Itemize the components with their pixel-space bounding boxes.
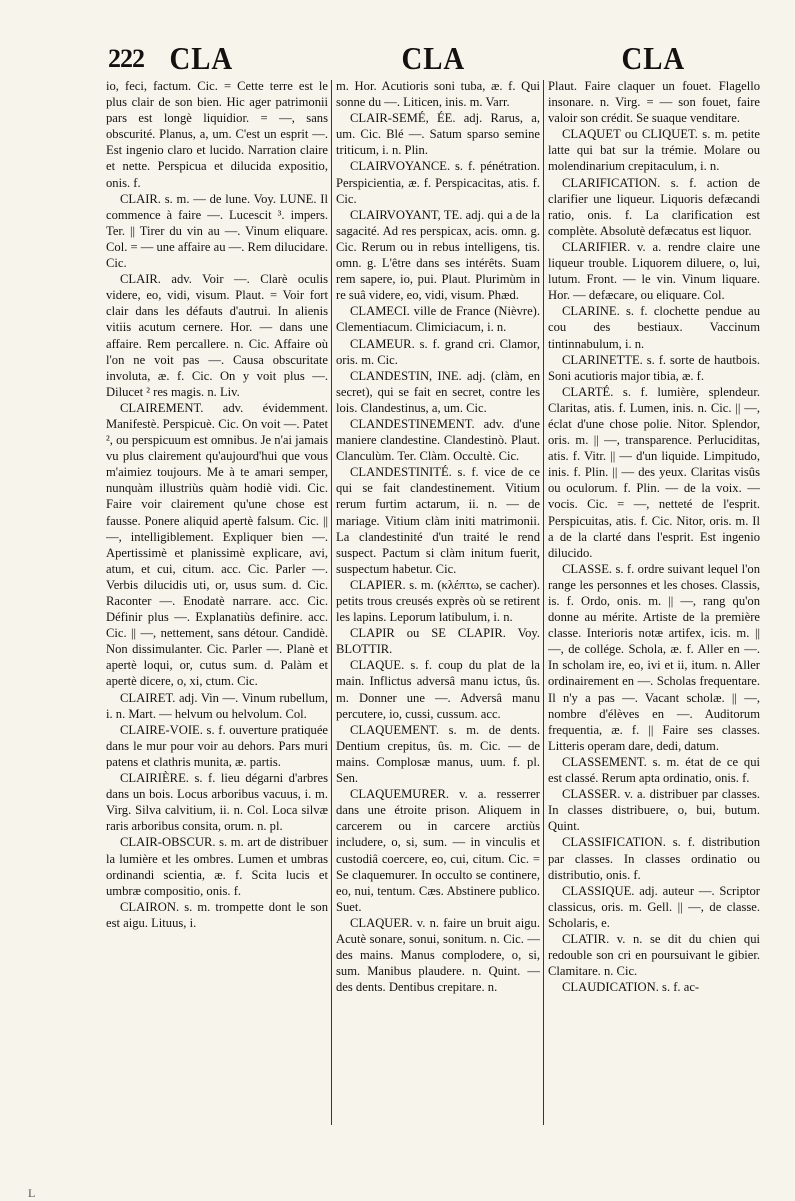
- dictionary-entry: CLAQUE. s. f. coup du plat de la main. Inflictus adversâ manu ictus, ûs. m. Donner une —. Adversâ manu percutere, io, cussi, cussum. acc.: [336, 658, 540, 721]
- column-middle: [336, 78, 540, 1138]
- dictionary-entry: CLAQUET ou CLIQUET. s. m. petite latte qui bat sur la trémie. Molare ou molendinarium crepitaculum, i. n.: [548, 127, 760, 174]
- dictionary-entry: CLAIR-SEMÉ, ÉE. adj. Rarus, a, um. Cic. Blé —. Satum sparso semine triticum, i. n. Plin.: [336, 111, 540, 158]
- running-head-right: CLA: [621, 40, 686, 76]
- dictionary-entry: CLANDESTIN, INE. adj. (clàm, en secret), qui se fait en secret, contre les lois. Clandestinus, a, um. Cic.: [336, 368, 540, 415]
- dictionary-entry: CLASSEMENT. s. m. état de ce qui est classé. Rerum apta ordinatio, onis. f.: [548, 754, 760, 786]
- dictionary-entry: CLARIFIER. v. a. rendre claire une liqueur trouble. Liquorem diluere, o, lui, lutum. Front. — le vin. Vinum liquare. Hor. — defæcare, ou eliquare. Col.: [548, 239, 760, 303]
- column-divider: [331, 80, 332, 1125]
- page-number: 222: [108, 44, 144, 73]
- dictionary-entry: CLAIRE-VOIE. s. f. ouverture pratiquée dans le mur pour voir au dehors. Pars muri patens et clathris munita, æ. partis.: [106, 722, 328, 769]
- dictionary-entry: CLARIFICATION. s. f. action de clarifier une liqueur. Liquoris defæcandi ratio, onis. f. La clarification est complète. Absolutè defæcatus est liquor.: [548, 175, 760, 238]
- dictionary-entry: CLAUDICATION. s. f. ac-: [562, 980, 700, 995]
- column-divider: [543, 80, 544, 1125]
- dictionary-entry: CLASSIFICATION. s. f. distribution par classes. In classes ordinatio ou distributio, onis. f.: [548, 835, 760, 882]
- dictionary-entry: CLARINETTE. s. f. sorte de hautbois. Soni acutioris major tibia, æ. f.: [548, 352, 760, 383]
- dictionary-entry: CLAIRET. adj. Vin —. Vinum rubellum, i. n. Mart. — helvum ou helvolum. Col.: [106, 690, 328, 721]
- dictionary-entry: CLAQUEMURER. v. a. resserrer dans une étroite prison. Aliquem in carcerem ou in carcere arctiùs includere, o, si, sum. — in vinculis et custodiâ coercere, eo, cui, citum. Cic. = Se claquemurer. In occulto se continere, eo, nui, tentum. Cæs. Abstinere publico. Suet.: [336, 787, 540, 914]
- running-head-left: CLA: [169, 40, 234, 76]
- dictionary-entry: CLASSER. v. a. distribuer par classes. In classes distribuere, o, bui, butum. Quint.: [548, 787, 760, 834]
- dictionary-entry: CLAMEUR. s. f. grand cri. Clamor, oris. m. Cic.: [336, 336, 540, 367]
- dictionary-entry: CLAQUER. v. n. faire un bruit aigu. Acutè sonare, sonui, sonitum. n. Cic. — des mains. Manus complodere, o, si, sum. Manibus plaudere. n. Quint. — des dents. Dentibus crepitare. n.: [336, 915, 540, 995]
- dictionary-entry: CLARINE. s. f. clochette pendue au cou des bestiaux. Vaccinum tintinnabulum, i. n.: [548, 304, 760, 351]
- dictionary-entry: Plaut. Faire claquer un fouet. Flagello insonare. n. Virg. = — son fouet, faire valoir son crédit. Se suaque venditare.: [548, 79, 760, 126]
- dictionary-entry: CLATIR. v. n. se dit du chien qui redouble son cri en poursuivant le gibier. Clamitare. n. Cic.: [548, 931, 760, 979]
- dictionary-entry: CLAIR. adv. Voir —. Clarè oculis videre, eo, vidi, visum. Plaut. = Voir fort clair dans les défauts d'autrui. In alienis vitiis acutum cernere. Hor. — dans une affaire. Rem percallere. n. Cic. Affaire où l'on ne voit pas —. Causa obscuritate involuta, æ. f. Cic. On y voit plus —. Dilucet ² res magis. n. Liv.: [106, 272, 328, 399]
- dictionary-entry: CLAPIER. s. m. (κλέπτω, se cacher). petits trous creusés exprès où se retirent les lapins. Leporum latibulum, i. n.: [336, 577, 540, 625]
- dictionary-entry: CLARTÉ. s. f. lumière, splendeur. Claritas, atis. f. Lumen, inis. n. Cic. || —, éclat d'une chose polie. Nitor. Splendor, oris. m. || —, transparence. Perluciditas, atis. f. Vitr. || — d'un liquide. Limpitudo, inis. f. Plin. || — des yeux. Claritas visûs ou oculorum. f. Plin. — de la voix. — vocis. Cic. = —, netteté de l'esprit. Perspicuitas, atis. f. Cic. Nitor, oris. m. Il a de la clarté dans l'esprit. Est ingenio dilucido.: [548, 384, 760, 560]
- dictionary-entry: CLAIREMENT. adv. évidemment. Manifestè. Perspicuè. Cic. On voit —. Patet ², ou perspicuum est omnibus. Je n'ai jamais vu plus clairement qu'aujourd'hui que vous m'aimiez toujours. Me à te amari semper, nunquàm illustriùs quàm hodiè vidi. Cic. Faire voir clairement qu'une chose est fausse. Ponere aliquid apertè falsum. Cic. || —, intelligiblement. Expliquer bien —. Apertissimè et planissimè explicare, avi, atum, et cui, citum. acc. Cic. Parler —. Verbis dilucidis uti, or, usus sum. d. Cic. Raconter —. Enodatè narrare. acc. Cic. Définir plus —. Explanatiùs definire. acc. Cic. || —, nettement, sans détour. Candidè. Non dissimulanter. Cic. Parler —. Planè et apertè loqui, or, cutus sum. d. Palàm et apertè dicere, o, xi, ctum. Cic.: [106, 400, 328, 689]
- dictionary-entry: CLAPIR ou SE CLAPIR. Voy. BLOTTIR.: [336, 626, 540, 657]
- dictionary-entry: io, feci, factum. Cic. = Cette terre est le plus clair de son bien. Hic ager patrimonii pars est longè liquidior. = —, sans obscurité. Planus, a, um. C'est un esprit —. Est ingenio claro et lucido. Narration claire et nette. Perspicua et dilucida expositio, onis. f.: [106, 79, 328, 190]
- dictionary-entry: m. Hor. Acutioris soni tuba, æ. f. Qui sonne du —. Liticen, inis. m. Varr.: [336, 79, 540, 110]
- dictionary-entry: CLAIR. s. m. — de lune. Voy. LUNE. Il commence à faire —. Lucescit ³. impers. Ter. || Tirer du vin au —. Vinum eliquare. Col. = — une affaire au —. Rem dilucidare. Cic.: [106, 191, 328, 271]
- column-left: [106, 78, 328, 1138]
- dictionary-entry: CLAIRON. s. m. trompette dont le son est aigu. Lituus, i.: [106, 899, 328, 930]
- dictionary-entry: CLAQUEMENT. s. m. de dents. Dentium crepitus, ûs. m. Cic. — de mains. Complosæ manus, uum. f. pl. Sen.: [336, 722, 540, 786]
- dictionary-entry: CLANDESTINEMENT. adv. d'une maniere clandestine. Clandestinò. Plaut. Clanculùm. Ter. Clàm. Occultè. Cic.: [336, 416, 540, 464]
- dictionary-entry: CLAIRIÈRE. s. f. lieu dégarni d'arbres dans un bois. Locus arboribus vacuus, i. m. Virg. Silva calvitium, ii. n. Col. Loca silvæ raris arboribus consita, orum. n. pl.: [106, 771, 328, 834]
- dictionary-entry: CLAIR-OBSCUR. s. m. art de distribuer la lumière et les ombres. Lumen et umbras ordinandi scientia, æ. f. Scita lucis et umbræ compositio, onis. f.: [106, 835, 328, 898]
- running-head-center: CLA: [401, 40, 466, 76]
- dictionary-entry: CLAIRVOYANCE. s. f. pénétration. Perspicientia, æ. f. Perspicacitas, atis. f. Cic.: [336, 159, 540, 206]
- column-right: [548, 78, 760, 1138]
- page-edge-mark: L: [28, 1186, 36, 1200]
- dictionary-entry: CLAMECI. ville de France (Nièvre). Clementiacum. Climiciacum, i. n.: [336, 304, 540, 335]
- dictionary-entry: CLANDESTINITÉ. s. f. vice de ce qui se fait clandestinement. Vitium rerum furtim actarum, ii. n. — de mariage. Vitium clàm initi matrimonii. La clandestinité d'un traité le rend suspect. Pactum si clàm initum fuerit, suspectum habetur. Cic.: [336, 465, 540, 576]
- dictionary-entry: CLAIRVOYANT, TE. adj. qui a de la sagacité. Ad res perspicax, acis. omn. g. Cic. Rerum ou in rebus intelligens, tis. omn. g. L'être dans ses intérêts. Suam rem sapere, io, pui. Plaut. Plurimùm in re suâ videre, eo, vidi, visum. Phæd.: [336, 207, 540, 303]
- page-header: [0, 40, 795, 80]
- dictionary-entry: CLASSE. s. f. ordre suivant lequel l'on range les personnes et les choses. Classis, is. f. Ordo, onis. m. || —, rang qu'on donne au mérite. Artiste de la première classe. Interioris notæ artifex, icis. m. || —, de collége. Schola, æ. f. Aller en —. In scholam ire, eo, ivi et ii, itum. n. Aller ordinairement en —. Scholas frequentare. Il n'y a pas —. Vacant scholæ. || —, nombre d'élèves en —. Auditorum frequentia, æ. f. || Faire ses classes. Litteris operam dare, dedi, datum.: [548, 561, 760, 753]
- dictionary-entry: CLASSIQUE. adj. auteur —. Scriptor classicus, oris. m. Gell. || —, de classe. Scholaris, e.: [548, 883, 760, 930]
